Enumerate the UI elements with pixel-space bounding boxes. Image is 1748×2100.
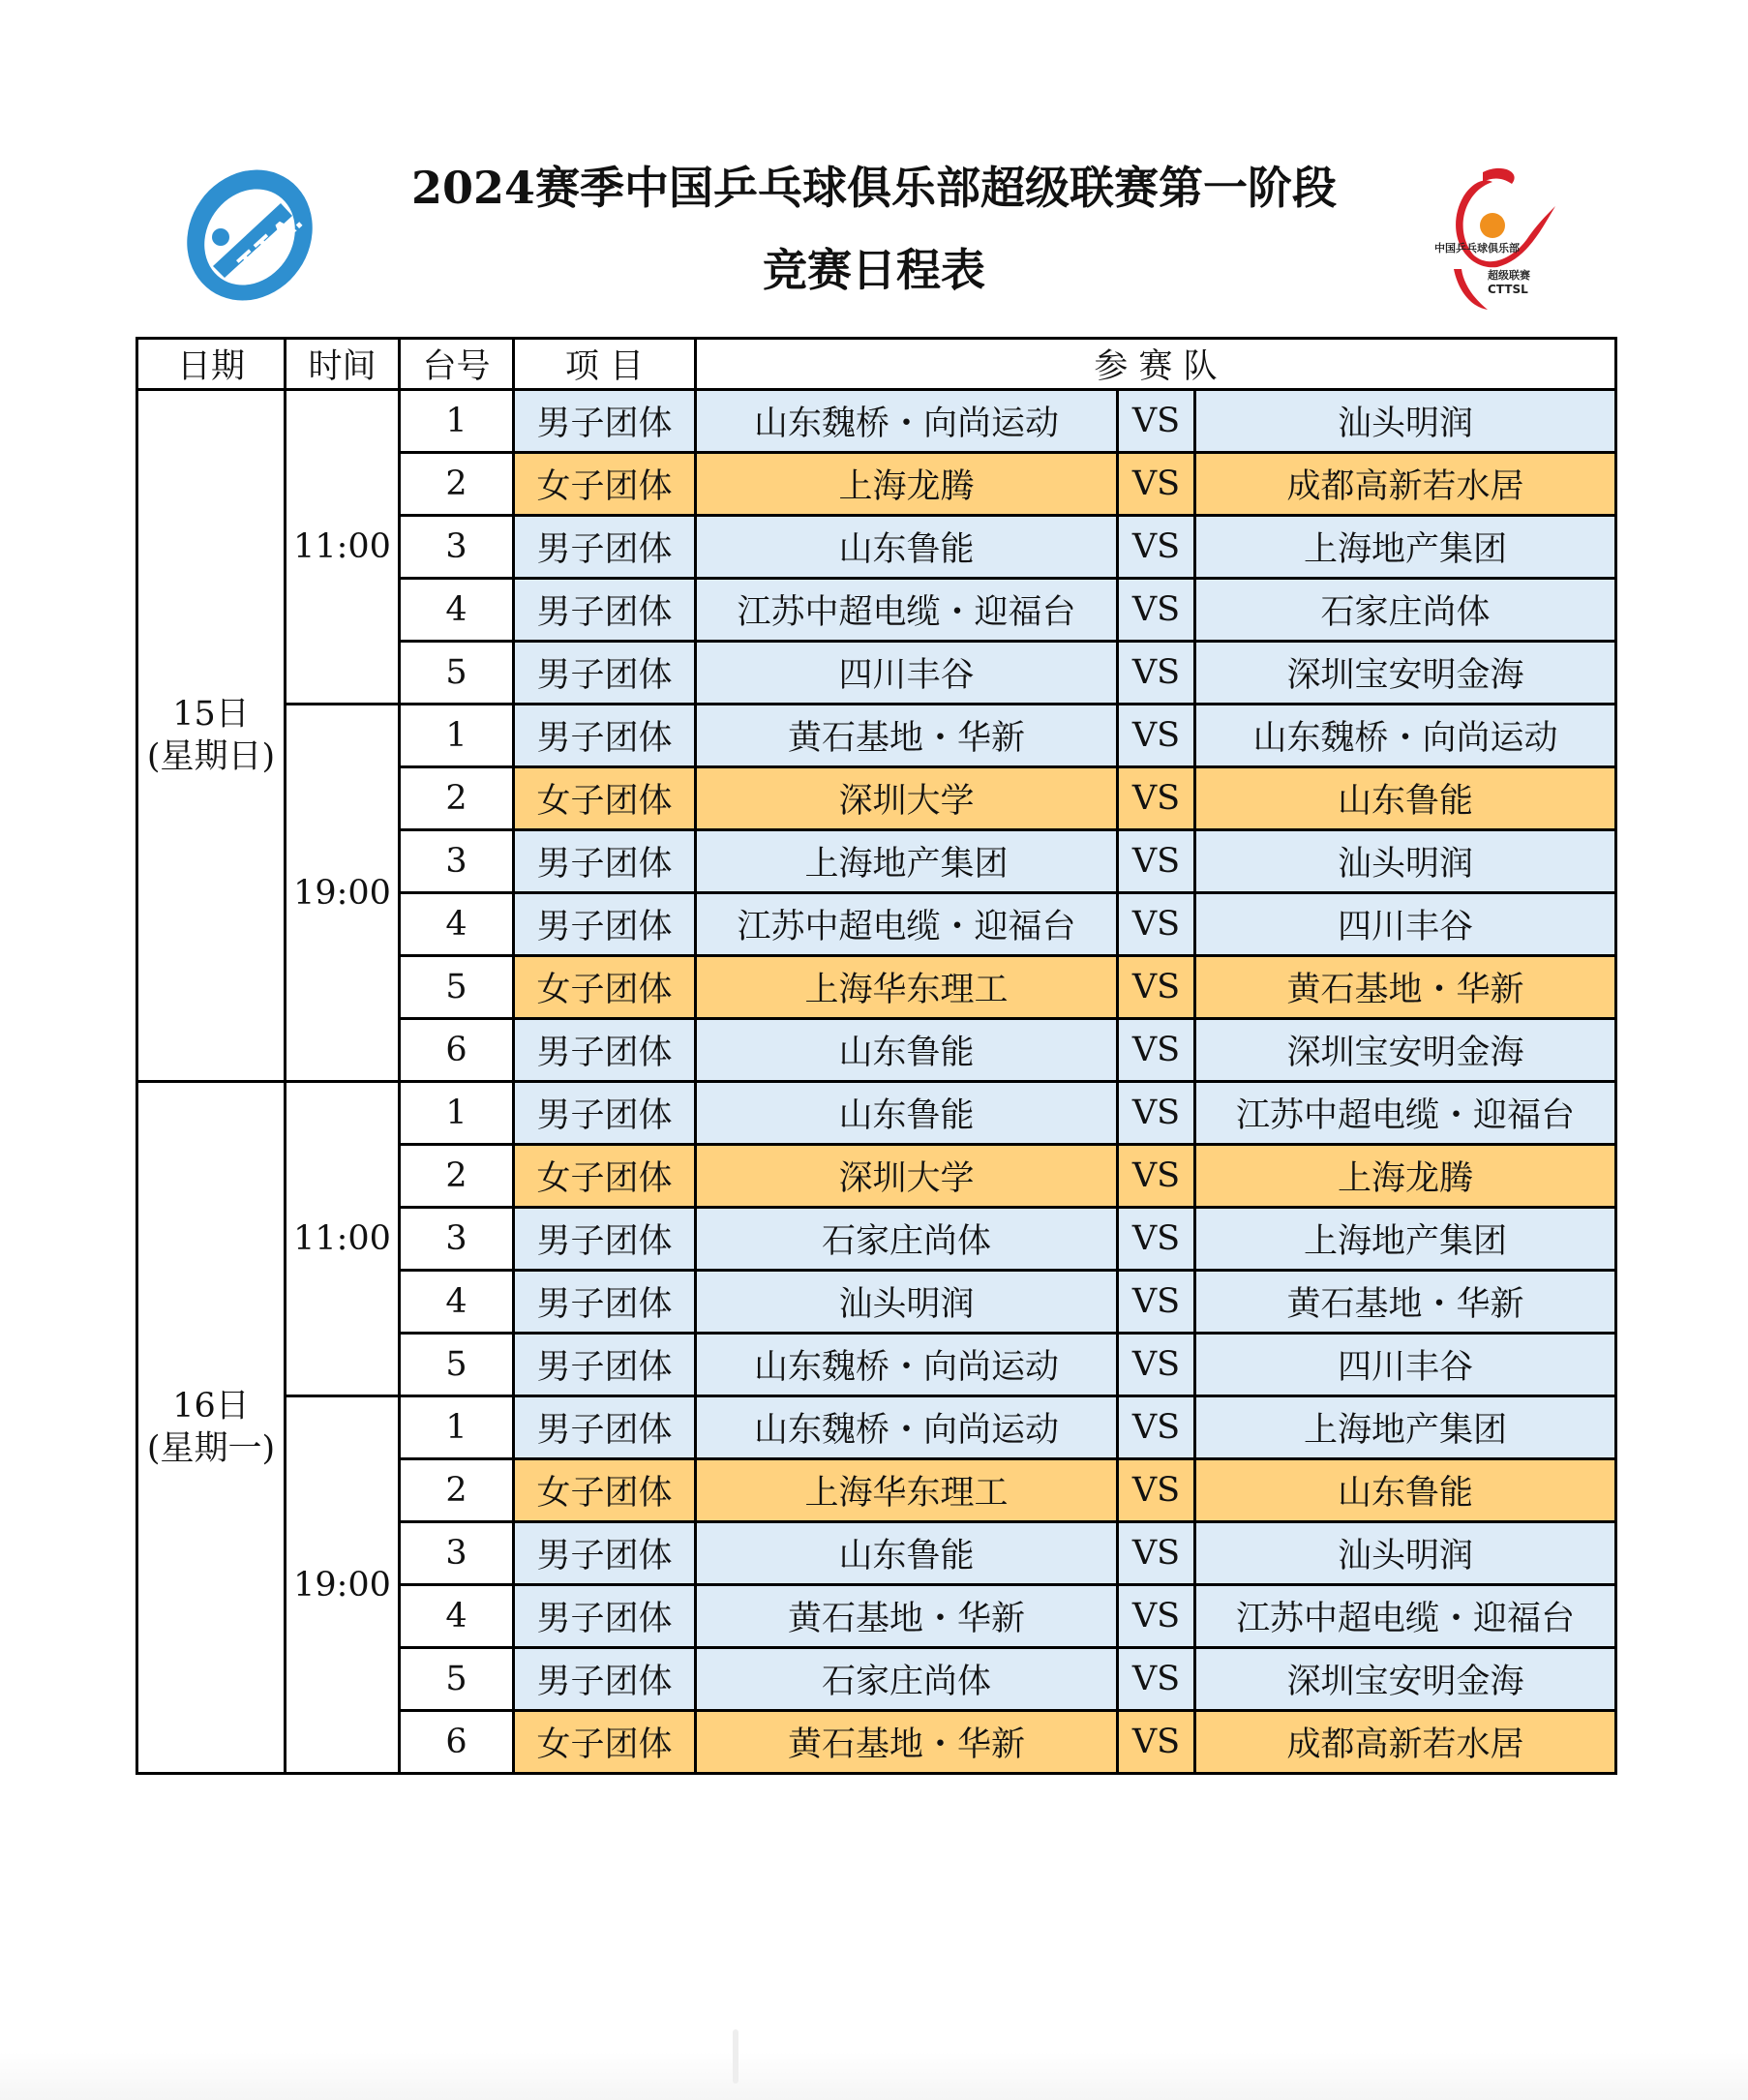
match-row [137,390,1616,453]
header-date: 日期 [137,339,286,390]
scroll-indicator [733,2029,738,2084]
away-team: 黄石基地・华新 [1195,956,1616,1019]
table-number: 3 [400,516,514,579]
tta-logo-text: T.T.A. [233,207,310,280]
away-team: 上海地产集团 [1195,1396,1616,1459]
vs-label: VS [1118,1208,1195,1271]
header-table-no: 台号 [400,339,514,390]
away-team: 深圳宝安明金海 [1195,1648,1616,1711]
away-team: 深圳宝安明金海 [1195,642,1616,705]
event-type: 女子团体 [514,453,696,516]
table-number: 5 [400,642,514,705]
table-number: 2 [400,453,514,516]
event-type: 男子团体 [514,1522,696,1585]
vs-label: VS [1118,1459,1195,1522]
header-time: 时间 [286,339,400,390]
vs-label: VS [1118,642,1195,705]
table-number: 1 [400,1396,514,1459]
table-number: 4 [400,893,514,956]
home-team: 山东鲁能 [696,1082,1118,1145]
page-subtitle: 竞赛日程表 [763,244,985,296]
away-team: 江苏中超电缆・迎福台 [1195,1082,1616,1145]
schedule-table [136,337,1617,1775]
match-row [137,1396,1616,1459]
away-team: 深圳宝安明金海 [1195,1019,1616,1082]
time-cell: 11:00 [286,390,400,705]
date-label: 15日 [172,695,250,734]
away-team: 山东魏桥・向尚运动 [1195,705,1616,767]
home-team: 上海龙腾 [696,453,1118,516]
event-type: 男子团体 [514,642,696,705]
vs-label: VS [1118,453,1195,516]
table-number: 5 [400,1648,514,1711]
vs-label: VS [1118,1396,1195,1459]
cttsl-logo-cn: 中国乒乓球俱乐部 [1434,242,1520,255]
away-team: 成都高新若水居 [1195,453,1616,516]
home-team: 上海华东理工 [696,1459,1118,1522]
event-type: 男子团体 [514,390,696,453]
event-type: 男子团体 [514,1082,696,1145]
away-team: 山东鲁能 [1195,767,1616,830]
vs-label: VS [1118,1145,1195,1208]
header-event: 项 目 [514,339,696,390]
home-team: 江苏中超电缆・迎福台 [696,893,1118,956]
event-type: 男子团体 [514,1271,696,1334]
home-team: 汕头明润 [696,1271,1118,1334]
home-team: 深圳大学 [696,1145,1118,1208]
time-cell: 19:00 [286,705,400,1082]
event-type: 男子团体 [514,1396,696,1459]
event-type: 女子团体 [514,1459,696,1522]
home-team: 深圳大学 [696,767,1118,830]
event-type: 男子团体 [514,705,696,767]
time-cell: 11:00 [286,1082,400,1396]
vs-label: VS [1118,1271,1195,1334]
weekday-label: (星期一) [146,1429,276,1468]
vs-label: VS [1118,1648,1195,1711]
table-number: 5 [400,956,514,1019]
table-number: 2 [400,1459,514,1522]
away-team: 山东鲁能 [1195,1459,1616,1522]
table-number: 3 [400,1522,514,1585]
vs-label: VS [1118,767,1195,830]
home-team: 山东魏桥・向尚运动 [696,390,1118,453]
home-team: 山东鲁能 [696,1522,1118,1585]
away-team: 黄石基地・华新 [1195,1271,1616,1334]
vs-label: VS [1118,390,1195,453]
cttsl-logo [1434,163,1575,313]
home-team: 山东鲁能 [696,516,1118,579]
event-type: 男子团体 [514,893,696,956]
header-teams: 参 赛 队 [696,339,1616,390]
event-type: 男子团体 [514,1019,696,1082]
vs-label: VS [1118,1082,1195,1145]
home-team: 四川丰谷 [696,642,1118,705]
event-type: 男子团体 [514,1208,696,1271]
event-type: 女子团体 [514,1145,696,1208]
table-number: 4 [400,1271,514,1334]
date-label: 16日 [172,1387,250,1425]
home-team: 上海华东理工 [696,956,1118,1019]
date-cell [137,390,286,1082]
vs-label: VS [1118,1585,1195,1648]
table-number: 1 [400,1082,514,1145]
away-team: 四川丰谷 [1195,1334,1616,1396]
event-type: 男子团体 [514,579,696,642]
home-team: 江苏中超电缆・迎福台 [696,579,1118,642]
home-team: 山东魏桥・向尚运动 [696,1396,1118,1459]
home-team: 黄石基地・华新 [696,1711,1118,1774]
event-type: 男子团体 [514,1585,696,1648]
event-type: 男子团体 [514,1648,696,1711]
event-type: 男子团体 [514,516,696,579]
event-type: 女子团体 [514,956,696,1019]
table-number: 1 [400,705,514,767]
table-number: 1 [400,390,514,453]
away-team: 石家庄尚体 [1195,579,1616,642]
vs-label: VS [1118,893,1195,956]
home-team: 山东魏桥・向尚运动 [696,1334,1118,1396]
table-number: 4 [400,579,514,642]
table-number: 3 [400,1208,514,1271]
home-team: 上海地产集团 [696,830,1118,893]
table-number: 4 [400,1585,514,1648]
away-team: 汕头明润 [1195,390,1616,453]
away-team: 成都高新若水居 [1195,1711,1616,1774]
vs-label: VS [1118,516,1195,579]
event-type: 女子团体 [514,1711,696,1774]
event-type: 男子团体 [514,830,696,893]
away-team: 江苏中超电缆・迎福台 [1195,1585,1616,1648]
table-number: 6 [400,1711,514,1774]
away-team: 四川丰谷 [1195,893,1616,956]
away-team: 上海龙腾 [1195,1145,1616,1208]
table-number: 2 [400,767,514,830]
table-number: 6 [400,1019,514,1082]
vs-label: VS [1118,956,1195,1019]
page-title: 2024赛季中国乒乓球俱乐部超级联赛第一阶段 [410,162,1338,214]
schedule-body [137,390,1616,1774]
date-cell [137,1082,286,1774]
vs-label: VS [1118,830,1195,893]
vs-label: VS [1118,1522,1195,1585]
away-team: 上海地产集团 [1195,1208,1616,1271]
home-team: 石家庄尚体 [696,1208,1118,1271]
home-team: 黄石基地・华新 [696,705,1118,767]
match-row [137,705,1616,767]
match-row [137,1082,1616,1145]
weekday-label: (星期日) [146,737,276,776]
away-team: 汕头明润 [1195,830,1616,893]
cttsl-logo-league: 超级联赛 [1488,269,1530,282]
time-cell: 19:00 [286,1396,400,1774]
home-team: 山东鲁能 [696,1019,1118,1082]
vs-label: VS [1118,1711,1195,1774]
cttsl-logo-en: CTTSL [1488,283,1528,296]
home-team: 石家庄尚体 [696,1648,1118,1711]
vs-label: VS [1118,1019,1195,1082]
table-number: 5 [400,1334,514,1396]
away-team: 上海地产集团 [1195,516,1616,579]
event-type: 男子团体 [514,1334,696,1396]
table-number: 3 [400,830,514,893]
vs-label: VS [1118,1334,1195,1396]
table-number: 2 [400,1145,514,1208]
away-team: 汕头明润 [1195,1522,1616,1585]
event-type: 女子团体 [514,767,696,830]
bottom-fade [0,2052,1748,2100]
header-row [137,339,1616,390]
vs-label: VS [1118,705,1195,767]
vs-label: VS [1118,579,1195,642]
home-team: 黄石基地・华新 [696,1585,1118,1648]
